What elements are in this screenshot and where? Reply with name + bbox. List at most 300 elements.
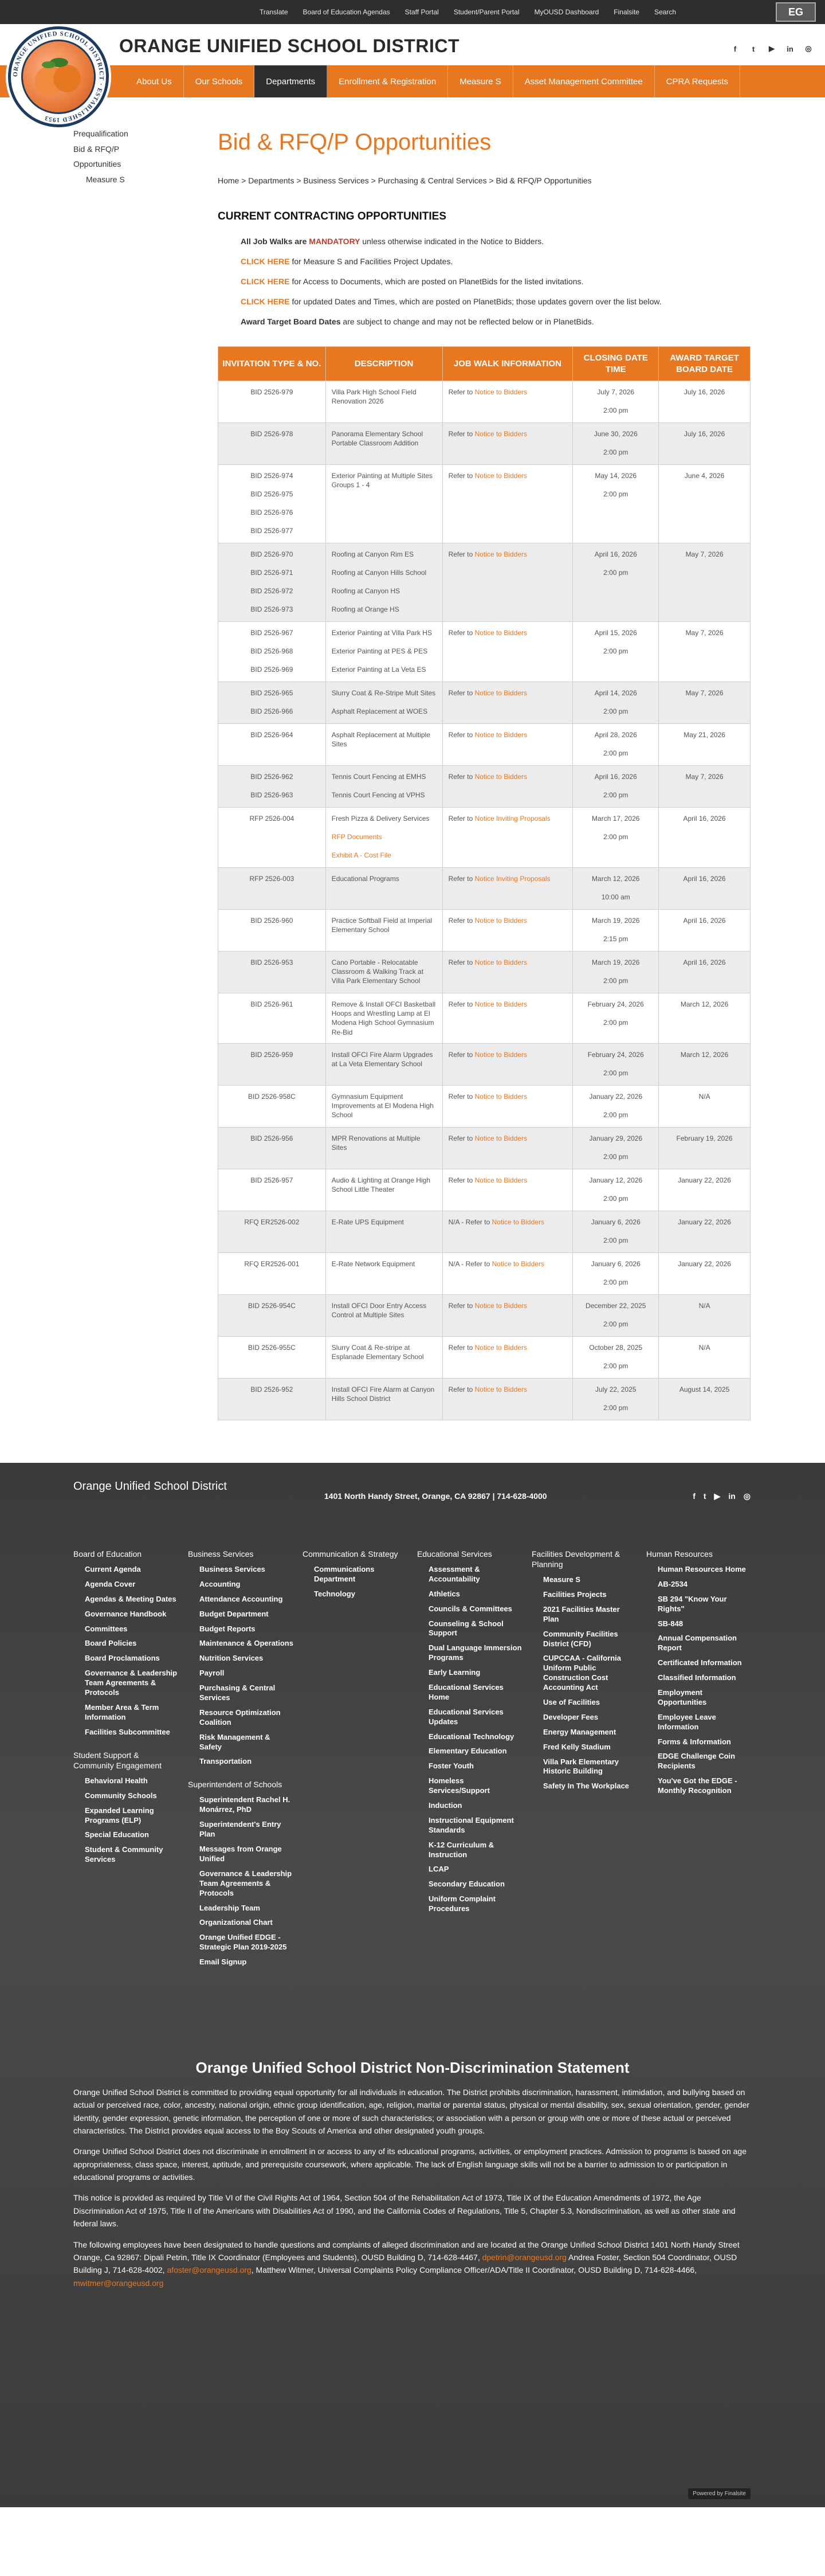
linkedin-icon[interactable]: in (728, 1491, 736, 1501)
invitation-number: BID 2526-976 (250, 508, 293, 516)
facebook-icon[interactable]: f (693, 1491, 696, 1501)
notice-link[interactable]: Notice to Bidders (474, 629, 527, 637)
award-date: April 16, 2026 (683, 917, 726, 925)
table-row (218, 1211, 751, 1252)
closing-date-cell (573, 1085, 659, 1127)
closing-time: 2:00 pm (603, 569, 628, 577)
nav-item[interactable]: Measure S (448, 65, 513, 97)
footer-link[interactable]: You've Got the EDGE - Monthly Recognition (658, 1776, 737, 1795)
footer-link[interactable]: Agendas & Meeting Dates (85, 1594, 176, 1603)
description-text: Asphalt Replacement at WOES (331, 707, 428, 715)
sidebar-item-prequalification[interactable]: Prequalification (73, 129, 128, 138)
instagram-icon[interactable]: ◎ (743, 1491, 751, 1501)
nav-item[interactable]: About Us (125, 65, 184, 97)
job-walk-cell (442, 1294, 573, 1336)
table-row (218, 1378, 751, 1420)
footer-link[interactable]: Governance & Leadership Team Agreements & Protocols (199, 1869, 292, 1897)
nav-item[interactable]: Enrollment & Registration (327, 65, 448, 97)
nd-text: , Matthew Witmer, Universal Complaints Policy Compliance Officer/ADA/Title II Coordinator, OUSD Building D, 714-628-4466, (251, 2265, 697, 2275)
closing-date: March 17, 2026 (592, 815, 640, 823)
footer-link[interactable]: Risk Management & Safety (199, 1732, 270, 1751)
footer-link[interactable]: Maintenance & Operations (199, 1639, 293, 1648)
job-walk-text: Refer to (448, 430, 475, 438)
footer-link[interactable]: Measure S (543, 1575, 581, 1584)
invitation-cell (218, 1336, 326, 1378)
table-row (218, 910, 751, 952)
footer-link[interactable]: Payroll (199, 1669, 225, 1678)
job-walk-cell (442, 1169, 573, 1211)
award-date-cell (659, 808, 751, 868)
job-walk-text: Refer to (448, 629, 475, 637)
notice-link[interactable]: Notice to Bidders (474, 1176, 527, 1184)
table-row (218, 381, 751, 423)
description-text: Audio & Lighting at Orange High School Little Theater (331, 1176, 430, 1193)
twitter-icon[interactable]: t (752, 44, 755, 53)
job-walk-cell (442, 1211, 573, 1252)
footer-link[interactable]: Facilities Subcommittee (85, 1727, 170, 1736)
closing-date-cell (573, 682, 659, 724)
instagram-icon[interactable]: ◎ (805, 44, 812, 53)
footer-link[interactable]: Special Education (85, 1830, 149, 1839)
footer-column-heading[interactable]: Board of Education (73, 1549, 142, 1559)
footer-link[interactable]: Early Learning (429, 1668, 481, 1677)
job-walk-cell (442, 1336, 573, 1378)
footer-link[interactable]: Assessment & Accountability (429, 1564, 480, 1583)
footer-link[interactable]: Accounting (199, 1579, 241, 1588)
closing-date: April 16, 2026 (594, 773, 637, 781)
notice-link[interactable]: Notice to Bidders (474, 773, 527, 781)
footer-link[interactable]: SB-848 (658, 1619, 683, 1628)
award-date-cell (659, 381, 751, 423)
invitation-number: BID 2526-973 (250, 605, 293, 613)
description-text: Tennis Court Fencing at EMHS (331, 773, 426, 781)
click-here-link[interactable]: CLICK HERE (241, 257, 290, 266)
nd-paragraph: Orange Unified School District does not discriminate in enrollment in or access to any of its educational programs, activities, or employment practices. Admission to programs is based on age appropriateness, class space, interest, aptitude, and prerequisite coursework, where applicable. The lack of English language skills will not be a barrier to admission to or participation in educational programs or activities. (73, 2147, 747, 2182)
footer-link[interactable]: Email Signup (199, 1958, 247, 1967)
notice-link[interactable]: Notice to Bidders (474, 689, 527, 697)
invitation-number: BID 2526-962 (250, 773, 293, 781)
facebook-icon[interactable]: f (733, 44, 737, 53)
footer-link[interactable]: Facilities Projects (543, 1590, 607, 1599)
utility-link[interactable]: Board of Education Agendas (302, 8, 390, 16)
powered-by-badge[interactable]: Powered by Finalsite (688, 2488, 751, 2499)
notice-link[interactable]: Notice to Bidders (474, 1092, 527, 1101)
table-row (218, 423, 751, 465)
description-text: Exterior Painting at La Veta ES (331, 665, 426, 674)
notice-link[interactable]: Notice to Bidders (492, 1259, 544, 1268)
footer-link[interactable]: Elementary Education (429, 1747, 507, 1756)
invitation-number: BID 2526-977 (250, 527, 293, 535)
nd-title: Orange Unified School District Non-Discrimination Statement (195, 2058, 630, 2076)
footer-link[interactable]: Forms & Information (658, 1737, 731, 1746)
footer-column-heading[interactable]: Business Services (188, 1549, 254, 1559)
invitation-number: BID 2526-955C (248, 1343, 296, 1352)
nav-item[interactable]: Asset Management Committee (513, 65, 655, 97)
award-date: July 16, 2026 (683, 388, 725, 396)
notice-link[interactable]: Notice to Bidders (474, 1050, 527, 1059)
closing-time: 2:00 pm (603, 490, 628, 498)
invitation-number: RFP 2526-003 (249, 875, 294, 883)
nav-item[interactable]: CPRA Requests (655, 65, 740, 97)
job-walk-cell (442, 952, 573, 993)
award-date: January 22, 2026 (678, 1217, 731, 1226)
document-link[interactable]: RFP Documents (331, 833, 382, 841)
footer-link[interactable]: Educational Technology (429, 1732, 514, 1741)
notice-measure-s (241, 256, 752, 268)
award-date-cell (659, 543, 751, 622)
sidebar-item-bid-rfq[interactable]: Bid & RFQ/P Opportunities (73, 144, 121, 169)
award-date-cell (659, 766, 751, 808)
notice-link[interactable]: Notice to Bidders (474, 388, 527, 396)
mandatory-text: MANDATORY (309, 237, 360, 246)
email-link[interactable]: mwitmer@orangeusd.org (73, 2278, 164, 2288)
notice-text: Award Target Board Dates (241, 317, 341, 326)
description-cell (325, 1211, 442, 1252)
footer-link[interactable]: Certificated Information (658, 1658, 742, 1667)
invitation-number: BID 2526-952 (250, 1385, 293, 1393)
invitation-number: RFP 2526-004 (249, 815, 294, 823)
invitation-cell (218, 1294, 326, 1336)
notice-link[interactable]: Notice to Bidders (474, 430, 527, 438)
footer-link[interactable]: Leadership Team (199, 1903, 260, 1912)
footer-link[interactable]: Uniform Complaint Procedures (429, 1894, 496, 1913)
closing-date: January 6, 2026 (591, 1217, 641, 1226)
main-navigation (0, 65, 825, 97)
table-row (218, 1169, 751, 1211)
footer-link[interactable]: Current Agenda (85, 1564, 141, 1573)
footer-link[interactable]: Community Schools (85, 1791, 157, 1800)
award-date-cell (659, 1294, 751, 1336)
utility-link[interactable]: Finalsite (614, 8, 639, 16)
closing-time: 2:00 pm (603, 707, 628, 715)
notice-text: are subject to change and may not be reflected below or in PlanetBids. (340, 317, 594, 326)
award-date-cell (659, 910, 751, 952)
seal-text: ORANGE UNIFIED SCHOOL DISTRICT · ESTABLISHED 1953 (11, 30, 105, 124)
click-here-link[interactable]: CLICK HERE (241, 297, 290, 306)
footer-column-heading[interactable]: Human Resources (646, 1549, 713, 1559)
footer-link[interactable]: Villa Park Elementary Historic Building (543, 1757, 619, 1776)
description-text: Remove & Install OFCI Basketball Hoops and Wrestling Lamp at El Modena High School Gymnasium Re-Bid (331, 1000, 436, 1036)
footer-link[interactable]: Use of Facilities (543, 1698, 600, 1707)
award-date: May 7, 2026 (685, 550, 724, 558)
district-seal-logo[interactable] (8, 26, 109, 127)
nav-item[interactable]: Departments (254, 65, 327, 97)
closing-date: December 22, 2025 (586, 1301, 646, 1310)
closing-date-cell (573, 1043, 659, 1085)
footer-link[interactable]: Technology (314, 1589, 355, 1598)
footer-link[interactable]: Councils & Committees (429, 1604, 512, 1613)
footer-link[interactable]: Educational Services Home (429, 1682, 504, 1701)
footer-link[interactable]: SB 294 "Know Your Rights" (658, 1594, 727, 1613)
notice-link[interactable]: Notice to Bidders (474, 917, 527, 925)
job-walk-cell (442, 465, 573, 543)
nav-item[interactable]: Our Schools (184, 65, 255, 97)
email-link[interactable]: dpetrin@orangeusd.org (482, 2253, 567, 2262)
social-links (730, 44, 814, 54)
closing-date: April 14, 2026 (594, 689, 637, 697)
award-date: March 12, 2026 (680, 1050, 729, 1059)
notices (218, 236, 752, 328)
notice-link[interactable]: Notice to Bidders (474, 1385, 527, 1393)
invitation-number: BID 2526-972 (250, 587, 293, 595)
table-row (218, 868, 751, 910)
table-row (218, 1336, 751, 1378)
description-text: Roofing at Orange HS (331, 605, 399, 613)
youtube-icon[interactable]: ▶ (769, 44, 775, 53)
footer-link[interactable]: Annual Compensation Report (658, 1634, 737, 1653)
footer-link[interactable]: Attendance Accounting (199, 1594, 283, 1603)
footer-link[interactable]: Homeless Services/Support (429, 1776, 490, 1795)
footer-link[interactable]: Community Facilities District (CFD) (543, 1629, 618, 1648)
notice-link[interactable]: Notice to Bidders (492, 1217, 544, 1226)
closing-date: July 22, 2025 (595, 1385, 637, 1393)
invitation-number: BID 2526-964 (250, 731, 293, 739)
non-discrimination-statement (73, 2059, 752, 2297)
footer-link[interactable]: K-12 Curriculum & Instruction (429, 1840, 494, 1859)
footer-link[interactable]: Board Proclamations (85, 1654, 160, 1663)
document-link[interactable]: Exhibit A - Cost File (331, 851, 391, 859)
footer-link[interactable]: Counseling & School Support (429, 1619, 504, 1638)
description-text: E-Rate Network Equipment (331, 1259, 415, 1268)
footer-column-heading[interactable]: Facilities Development & Planning (532, 1549, 620, 1569)
footer-link[interactable]: Safety In The Workplace (543, 1782, 630, 1791)
footer-link[interactable]: Governance Handbook (85, 1609, 167, 1618)
footer-link[interactable]: Instructional Equipment Standards (429, 1815, 514, 1834)
job-walk-cell (442, 381, 573, 423)
job-walk-cell (442, 1252, 573, 1294)
invitation-cell (218, 868, 326, 910)
youtube-icon[interactable]: ▶ (714, 1491, 721, 1501)
footer-link[interactable]: Governance & Leadership Team Agreements & Protocols (85, 1669, 178, 1697)
description-text: Exterior Painting at Multiple Sites Groups 1 - 4 (331, 472, 433, 490)
footer-link[interactable]: Agenda Cover (85, 1579, 136, 1588)
job-walk-cell (442, 1378, 573, 1420)
description-text: Panorama Elementary School Portable Classroom Addition (331, 430, 423, 448)
invitation-number: BID 2526-967 (250, 629, 293, 637)
description-text: Villa Park High School Field Renovation 2026 (331, 388, 417, 406)
closing-time: 2:00 pm (603, 1320, 628, 1328)
site-title[interactable]: ORANGE UNIFIED SCHOOL DISTRICT (119, 36, 459, 56)
utility-link[interactable]: Student/Parent Portal (453, 8, 520, 16)
notice-link[interactable]: Notice to Bidders (474, 550, 527, 558)
utility-link[interactable]: Staff Portal (404, 8, 439, 16)
footer-link[interactable]: CUPCCAA - California Uniform Public Construction Cost Accounting Act (543, 1654, 622, 1692)
utility-bar (0, 0, 825, 24)
closing-time: 2:00 pm (603, 1068, 628, 1077)
footer-link[interactable]: Purchasing & Central Services (199, 1684, 276, 1702)
invitation-number: RFQ ER2526-002 (244, 1217, 300, 1226)
footer-link[interactable]: Expanded Learning Programs (ELP) (85, 1806, 154, 1825)
footer-link[interactable]: Induction (429, 1800, 462, 1810)
linkedin-icon[interactable]: in (787, 44, 793, 53)
footer-link[interactable]: Superintendent Rachel H. Monárrez, PhD (199, 1795, 290, 1814)
footer-link[interactable]: Member Area & Term Information (85, 1702, 159, 1721)
invitation-number: RFQ ER2526-001 (244, 1259, 300, 1268)
table-row (218, 543, 751, 622)
table-header-row (218, 347, 751, 381)
footer-link[interactable]: Secondary Education (429, 1880, 505, 1889)
invitation-cell (218, 1085, 326, 1127)
closing-time: 2:00 pm (603, 833, 628, 841)
footer-link[interactable]: Developer Fees (543, 1712, 599, 1721)
notice-job-walks (241, 236, 752, 248)
invitation-cell (218, 1169, 326, 1211)
job-walk-cell (442, 910, 573, 952)
utility-link[interactable]: MyOUSD Dashboard (534, 8, 599, 16)
footer-link[interactable]: Board Policies (85, 1639, 137, 1648)
closing-time: 2:15 pm (603, 935, 628, 943)
notice-link[interactable]: Notice Inviting Proposals (474, 815, 551, 823)
job-walk-text: Refer to (448, 815, 475, 823)
invitation-cell (218, 1127, 326, 1169)
award-date: January 22, 2026 (678, 1259, 731, 1268)
footer-link[interactable]: Behavioral Health (85, 1776, 148, 1785)
invitation-number: BID 2526-960 (250, 917, 293, 925)
edge-logo[interactable]: EG (776, 2, 816, 22)
footer-link[interactable]: Athletics (429, 1589, 460, 1598)
footer-link[interactable]: Classified Information (658, 1673, 736, 1682)
description-text: Roofing at Canyon HS (331, 587, 400, 595)
closing-date-cell (573, 952, 659, 993)
footer-link[interactable]: Budget Reports (199, 1624, 256, 1633)
footer-link[interactable]: Messages from Orange Unified (199, 1845, 282, 1863)
closing-date-cell (573, 868, 659, 910)
closing-date: January 29, 2026 (589, 1134, 643, 1142)
footer-link[interactable]: Communications Department (314, 1564, 375, 1583)
job-walk-text: Refer to (448, 1176, 475, 1184)
footer-link[interactable]: 2021 Facilities Master Plan (543, 1604, 620, 1623)
utility-link[interactable]: Search (654, 8, 676, 16)
invitation-cell (218, 993, 326, 1044)
footer-link[interactable]: Educational Services Updates (429, 1707, 504, 1726)
award-date-cell (659, 1169, 751, 1211)
job-walk-cell (442, 868, 573, 910)
footer-link[interactable]: Superintendent's Entry Plan (199, 1820, 281, 1839)
twitter-icon[interactable]: t (703, 1491, 706, 1501)
table-row (218, 1043, 751, 1085)
notice-link[interactable]: Notice to Bidders (474, 958, 527, 966)
description-cell (325, 910, 442, 952)
description-cell (325, 465, 442, 543)
footer-link[interactable]: Human Resources Home (658, 1564, 746, 1573)
utility-link[interactable]: Translate (259, 8, 288, 16)
award-date-cell (659, 465, 751, 543)
footer-link[interactable]: Budget Department (199, 1609, 269, 1618)
invitation-number: BID 2526-954C (248, 1301, 296, 1310)
invitation-cell (218, 1211, 326, 1252)
job-walk-cell (442, 622, 573, 682)
footer-link[interactable]: EDGE Challenge Coin Recipients (658, 1752, 736, 1771)
footer-column-heading[interactable]: Student Support & Community Engagement (73, 1750, 162, 1770)
footer-link[interactable]: Orange Unified EDGE - Strategic Plan 2019-2025 (199, 1933, 287, 1952)
click-here-link[interactable]: CLICK HERE (241, 277, 290, 286)
footer-link[interactable]: Dual Language Immersion Programs (429, 1643, 522, 1662)
closing-time: 2:00 pm (603, 1110, 628, 1119)
notice-link[interactable]: Notice to Bidders (474, 472, 527, 480)
footer-link[interactable]: Energy Management (543, 1727, 616, 1736)
award-date-cell (659, 1043, 751, 1085)
description-cell (325, 543, 442, 622)
footer-link[interactable]: LCAP (429, 1865, 449, 1874)
award-date-cell (659, 952, 751, 993)
footer-column-heading[interactable]: Superintendent of Schools (188, 1780, 282, 1790)
closing-time: 2:00 pm (603, 1403, 628, 1412)
table-row (218, 465, 751, 543)
table-row (218, 808, 751, 868)
footer-link[interactable]: Business Services (199, 1564, 265, 1573)
description-text: Install OFCI Door Entry Access Control at Multiple Sites (331, 1301, 427, 1319)
closing-time: 2:00 pm (603, 749, 628, 757)
closing-time: 2:00 pm (603, 448, 628, 456)
notice-link[interactable]: Notice to Bidders (474, 731, 527, 739)
footer-column-heading[interactable]: Educational Services (417, 1549, 492, 1559)
description-text: Gymnasium Equipment Improvements at El Modena High School (331, 1092, 434, 1119)
footer-link[interactable]: AB-2534 (658, 1579, 688, 1588)
footer-column (188, 1549, 302, 1972)
footer-column (646, 1549, 761, 1972)
job-walk-cell (442, 1043, 573, 1085)
footer-link[interactable]: Employee Leave Information (658, 1712, 716, 1731)
award-date-cell (659, 1378, 751, 1420)
footer-link[interactable]: Student & Community Services (85, 1845, 163, 1864)
description-text: Roofing at Canyon Hills School (331, 569, 427, 577)
award-date: May 7, 2026 (685, 689, 724, 697)
award-date: January 22, 2026 (678, 1176, 731, 1184)
notice-link[interactable]: Notice to Bidders (474, 1134, 527, 1142)
award-date: May 21, 2026 (683, 731, 725, 739)
job-walk-text: Refer to (448, 731, 475, 739)
invitation-number: BID 2526-968 (250, 647, 293, 655)
footer-link[interactable]: Fred Kelly Stadium (543, 1742, 611, 1751)
notice-link[interactable]: Notice to Bidders (474, 1343, 527, 1352)
notice-link[interactable]: Notice to Bidders (474, 1301, 527, 1310)
notice-link[interactable]: Notice to Bidders (474, 1000, 527, 1008)
utility-links (260, 0, 676, 24)
footer-social-links (693, 1491, 751, 1501)
job-walk-text: Refer to (448, 1000, 475, 1008)
closing-date-cell (573, 1378, 659, 1420)
invitation-number: BID 2526-970 (250, 550, 293, 558)
breadcrumb[interactable]: Home > Departments > Business Services > Purchasing & Central Services > Bid & RFQ/P Opportunities (218, 176, 592, 185)
description-cell (325, 993, 442, 1044)
footer-link[interactable]: Employment Opportunities (658, 1688, 707, 1706)
footer-link[interactable]: Resource Optimization Coalition (199, 1708, 281, 1727)
nd-paragraph: Orange Unified School District is committed to providing equal opportunity for all individuals in education. The District prohibits discrimination, harassment, intimidation, and bullying based on actual or perceived race, color, ancestry, national origin, ethnic group identification, age, religion, marital or parental status, physical or mental disability, sex, sexual orientation, gender, gender identity, gender expression, genetic information, the perception of one or more of such characteristics; or association with a person or group with one or more of these actual or perceived characteristics. The District provides equal access to the Boy Scouts of America and other designated youth groups. (73, 2087, 750, 2135)
award-date: April 16, 2026 (683, 815, 726, 823)
description-text: Roofing at Canyon Rim ES (331, 550, 414, 558)
closing-date-cell (573, 1127, 659, 1169)
sidebar-item-measure-s[interactable]: Measure S (86, 174, 125, 184)
footer-link[interactable]: Nutrition Services (199, 1654, 264, 1663)
footer-link[interactable]: Foster Youth (429, 1761, 474, 1771)
job-walk-text: Refer to (448, 1343, 475, 1352)
email-link[interactable]: afoster@orangeusd.org (167, 2265, 252, 2275)
job-walk-text: Refer to (448, 1134, 475, 1142)
notice-link[interactable]: Notice Inviting Proposals (474, 875, 551, 883)
footer-link[interactable]: Organizational Chart (199, 1918, 273, 1927)
job-walk-text: Refer to (448, 550, 475, 558)
footer-column-heading[interactable]: Communication & Strategy (302, 1549, 398, 1559)
closing-date-cell (573, 1336, 659, 1378)
table-row (218, 724, 751, 766)
footer-link[interactable]: Committees (85, 1624, 128, 1633)
notice-text: All Job Walks are (241, 237, 309, 246)
award-date: March 12, 2026 (680, 1000, 729, 1008)
footer-link[interactable]: Transportation (199, 1757, 252, 1766)
description-cell (325, 868, 442, 910)
invitation-number: BID 2526-953 (250, 958, 293, 966)
footer-column (73, 1549, 188, 1972)
